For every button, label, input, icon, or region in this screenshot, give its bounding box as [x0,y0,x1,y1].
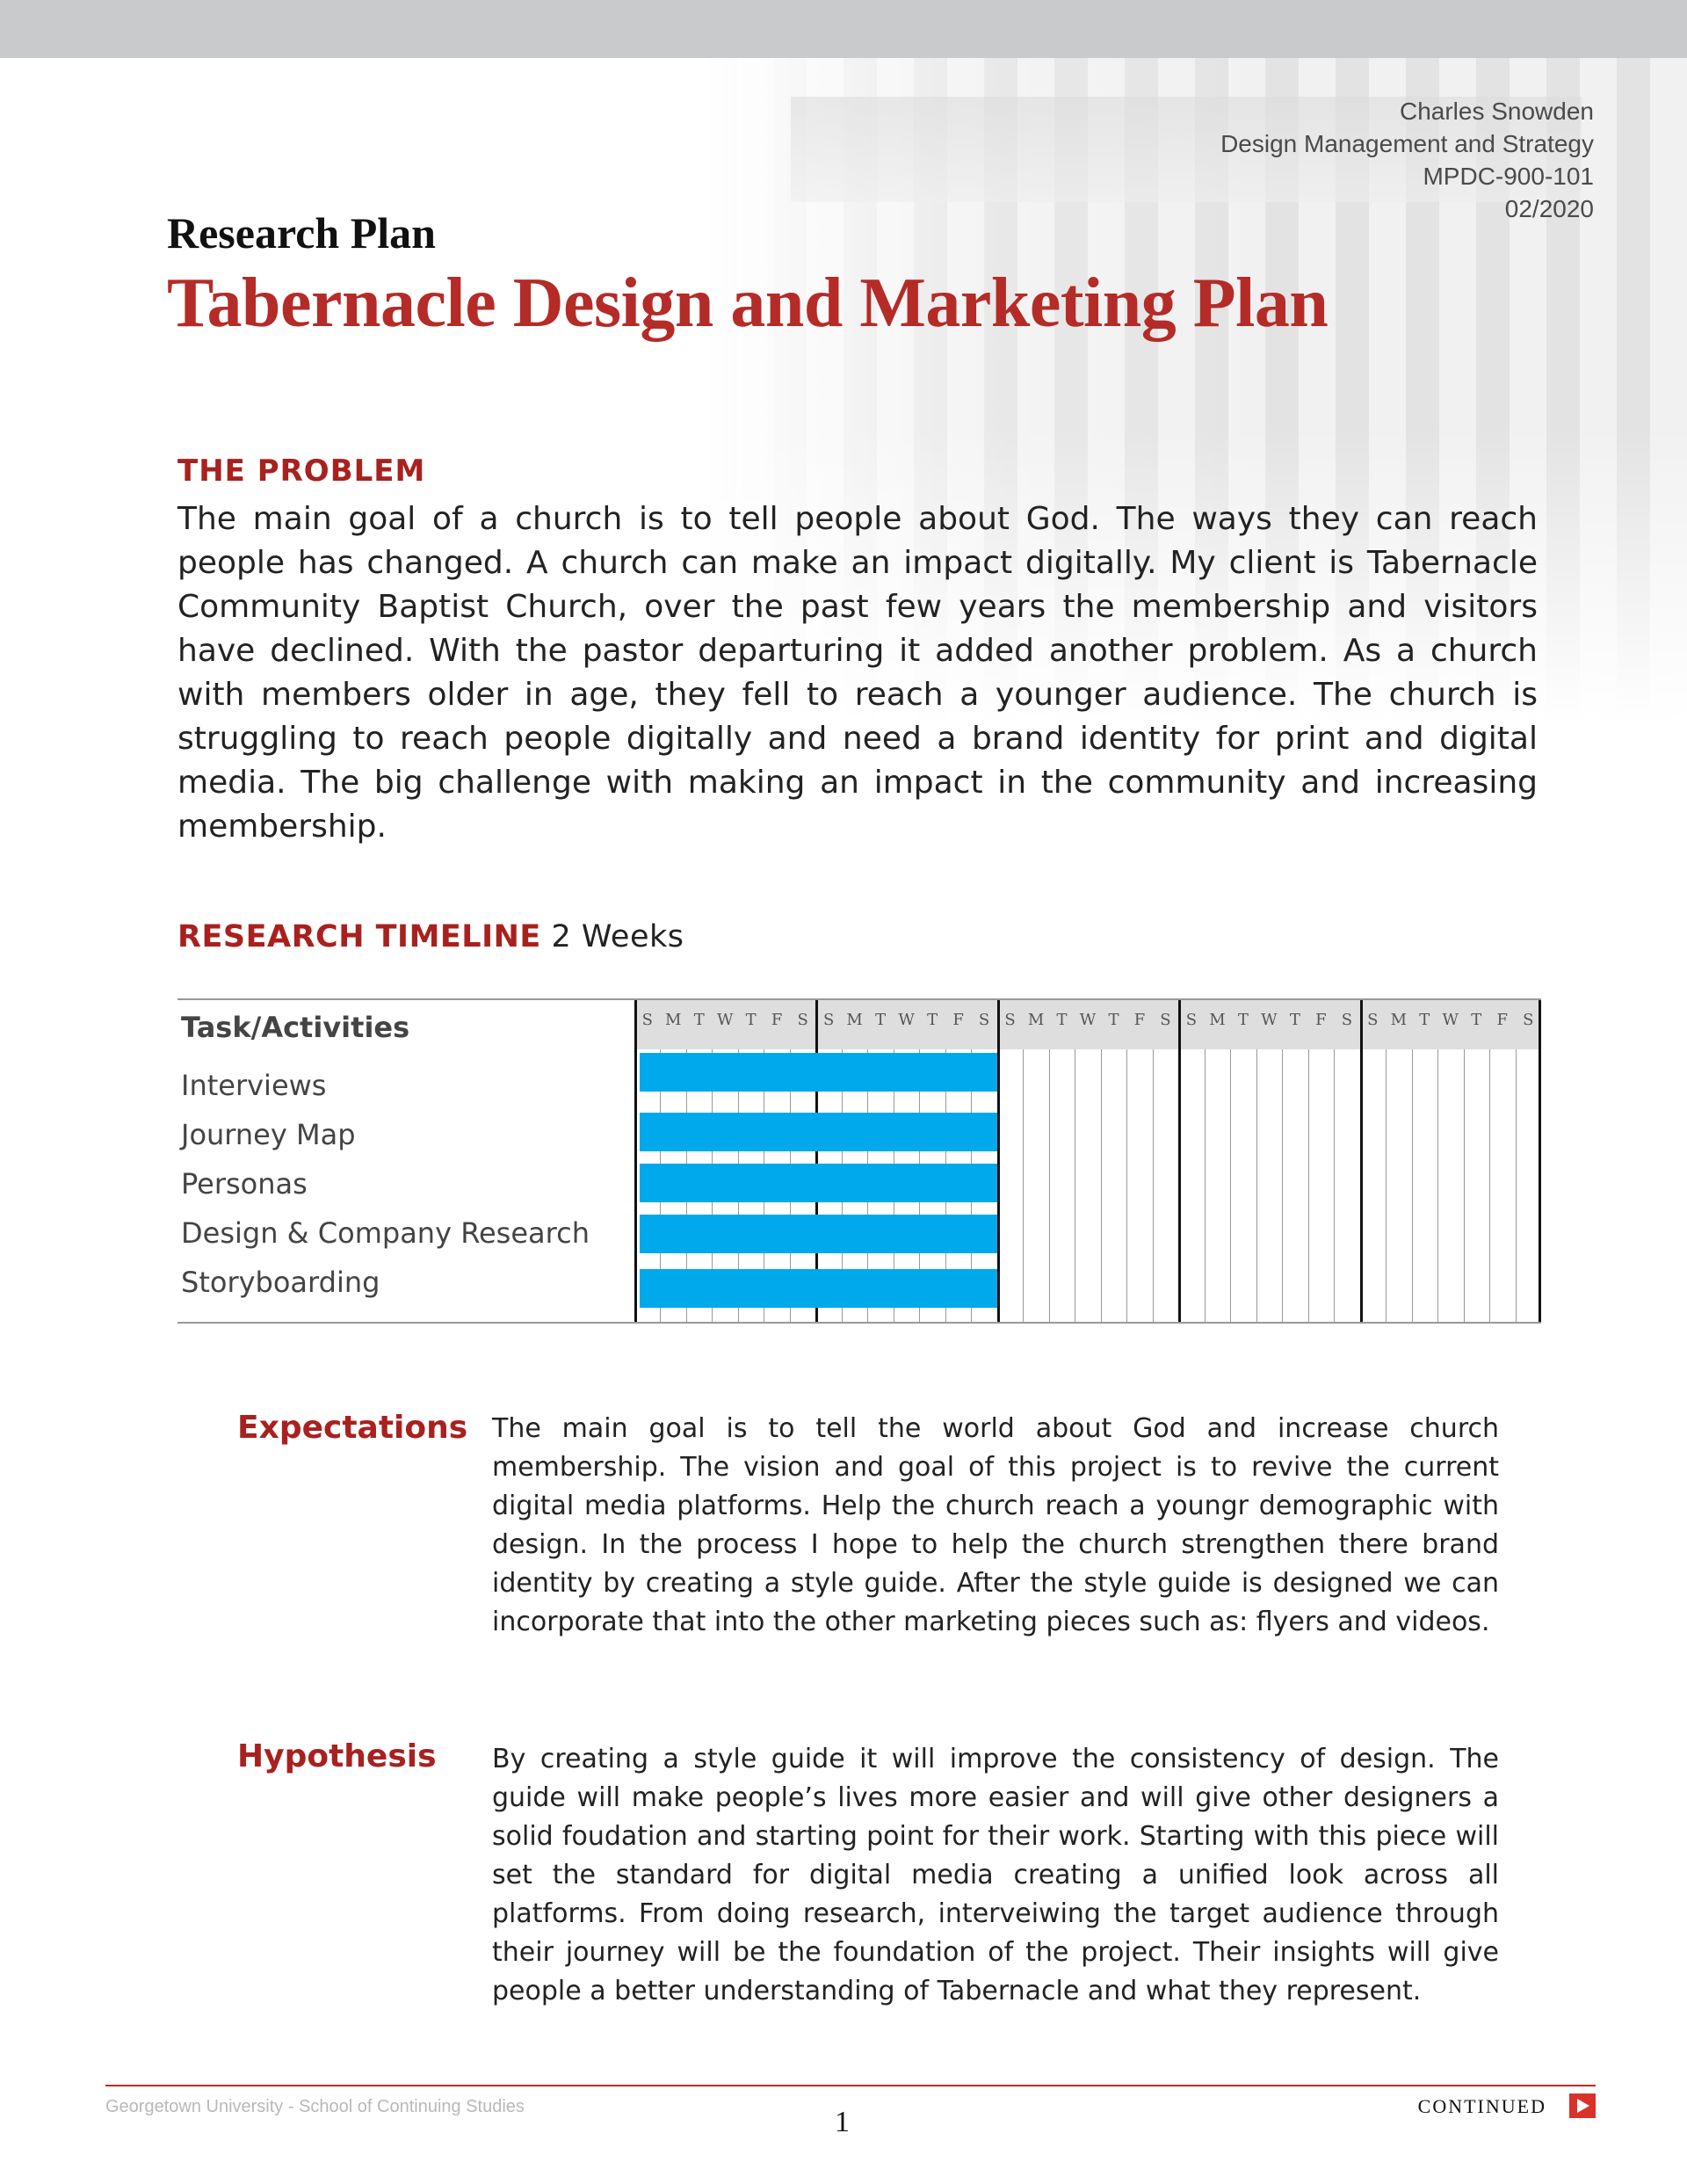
day-divider [1023,1049,1024,1322]
day-label: T [1237,1011,1249,1029]
task-bar [640,1053,997,1092]
day-divider [1101,1049,1102,1322]
timeline-grid [634,1000,1541,1322]
day-label: F [1315,1011,1327,1029]
day-label: T [875,1011,887,1029]
day-divider [1153,1049,1154,1322]
day-label: S [797,1011,808,1029]
day-label: M [665,1011,682,1029]
day-label: T [1108,1011,1119,1029]
document-kicker: Research Plan [167,208,436,258]
day-label: T [1056,1011,1068,1029]
day-divider [1516,1049,1517,1322]
task-bar [640,1164,997,1202]
day-label: F [771,1011,783,1029]
day-label: T [693,1011,705,1029]
footer-institution: Georgetown University - School of Continuing Studies [105,2097,525,2116]
timeline-heading [177,919,684,954]
day-divider [1256,1049,1257,1322]
problem-heading: THE PROBLEM [177,453,426,489]
day-label: F [1496,1011,1509,1029]
week-divider [997,1000,1000,1322]
page-number: 1 [835,2106,850,2138]
day-label: S [822,1011,835,1029]
footer-rule [105,2085,1596,2086]
task-label: Personas [181,1167,308,1201]
day-label: W [1079,1011,1097,1029]
day-divider [1205,1049,1206,1322]
task-bar [640,1113,997,1151]
day-label: S [641,1011,653,1029]
day-label: T [927,1011,938,1029]
day-divider [1049,1049,1050,1322]
expectations-text: The main goal is to tell the world about God and increase church membership. The vision and goal of this project is to revive the current digital media platforms. Help the church reach a youngr demographic with design. In the process I hope to help the church strengthen there brand identity by creating a style guide. After the style guide is designed we can incorporate that into the other marketing pieces such as: flyers and videos. [492,1413,1499,1637]
day-divider [1464,1049,1465,1322]
task-bar [640,1215,997,1253]
document-date: 02/2020 [1504,195,1594,222]
day-divider [1230,1049,1231,1322]
task-label: Journey Map [181,1118,356,1151]
day-divider [1412,1049,1413,1322]
expectations-heading: Expectations [237,1410,468,1446]
play-arrow-icon [1569,2093,1596,2118]
day-label: M [1209,1011,1226,1029]
day-divider [1126,1049,1127,1322]
hypothesis-text: By creating a style guide it will improve the consistency of design. The guide will make people’s lives more easier and will give other designers a solid foudation and starting point for their work. Starting with this piece will set the standard for digital media creating a unified look across all platforms. From doing research, interveiwing the target audience through their journey will be the foundation of the project. Their insights will give people a better understanding of Tabernacle and what they represent. [492,1744,1499,2006]
continued-label: CONTINUED [1417,2095,1546,2117]
day-label: T [1289,1011,1300,1029]
day-label: S [1185,1011,1198,1029]
day-label: F [1133,1011,1146,1029]
task-label: Design & Company Research [181,1216,590,1250]
day-divider [1437,1049,1438,1322]
day-divider [1308,1049,1309,1322]
task-bar [640,1269,997,1308]
task-column-header: Task/Activities [181,1011,410,1044]
timeline-title: RESEARCH TIMELINE [177,919,541,954]
document-title: Tabernacle Design and Marketing Plan [167,265,1329,342]
author-block [1220,95,1594,225]
day-label: T [1471,1011,1482,1029]
task-label: Interviews [181,1069,327,1102]
day-divider [1386,1049,1387,1322]
top-bar [0,0,1687,58]
author-name: Charles Snowden [1399,98,1594,125]
timeline-duration: 2 Weeks [551,919,684,954]
timeline-table [177,998,1541,1324]
day-label: M [1027,1011,1045,1029]
day-divider [1334,1049,1335,1322]
week-divider [1539,1000,1541,1322]
day-label: F [952,1011,964,1029]
day-label: M [1390,1011,1408,1029]
hypothesis-heading: Hypothesis [237,1738,437,1774]
day-label: S [1341,1011,1353,1029]
day-label: T [1419,1011,1430,1029]
problem-text: The main goal of a church is to tell people about God. The ways they can reach people has changed. A church can make an impact digitally. My client is Tabernacle Community Baptist Church, over the past few years the membership and visitors have declined. With the pastor departuring it added another problem. As a church with members older in age, they fell to reach a younger audience. The church is struggling to reach people digitally and need a brand identity for print and digital media. The big challenge with making an impact in the community and increasing membership. [177,501,1538,845]
day-label: T [745,1011,757,1029]
day-label: M [846,1011,863,1029]
day-label: S [1367,1011,1379,1029]
day-label: S [978,1011,990,1029]
day-label: W [716,1011,734,1029]
week-divider [1360,1000,1363,1322]
day-label: S [1160,1011,1171,1029]
course-name: Design Management and Strategy [1220,130,1594,157]
week-divider [634,1000,637,1322]
task-label: Storyboarding [181,1266,380,1299]
day-divider [1489,1049,1490,1322]
course-code: MPDC-900-101 [1423,163,1594,190]
day-label: W [1261,1011,1278,1029]
day-label: W [898,1011,915,1029]
day-label: S [1004,1011,1016,1029]
day-divider [1282,1049,1283,1322]
day-label: W [1442,1011,1459,1029]
week-divider [1178,1000,1181,1322]
day-label: S [1523,1011,1534,1029]
